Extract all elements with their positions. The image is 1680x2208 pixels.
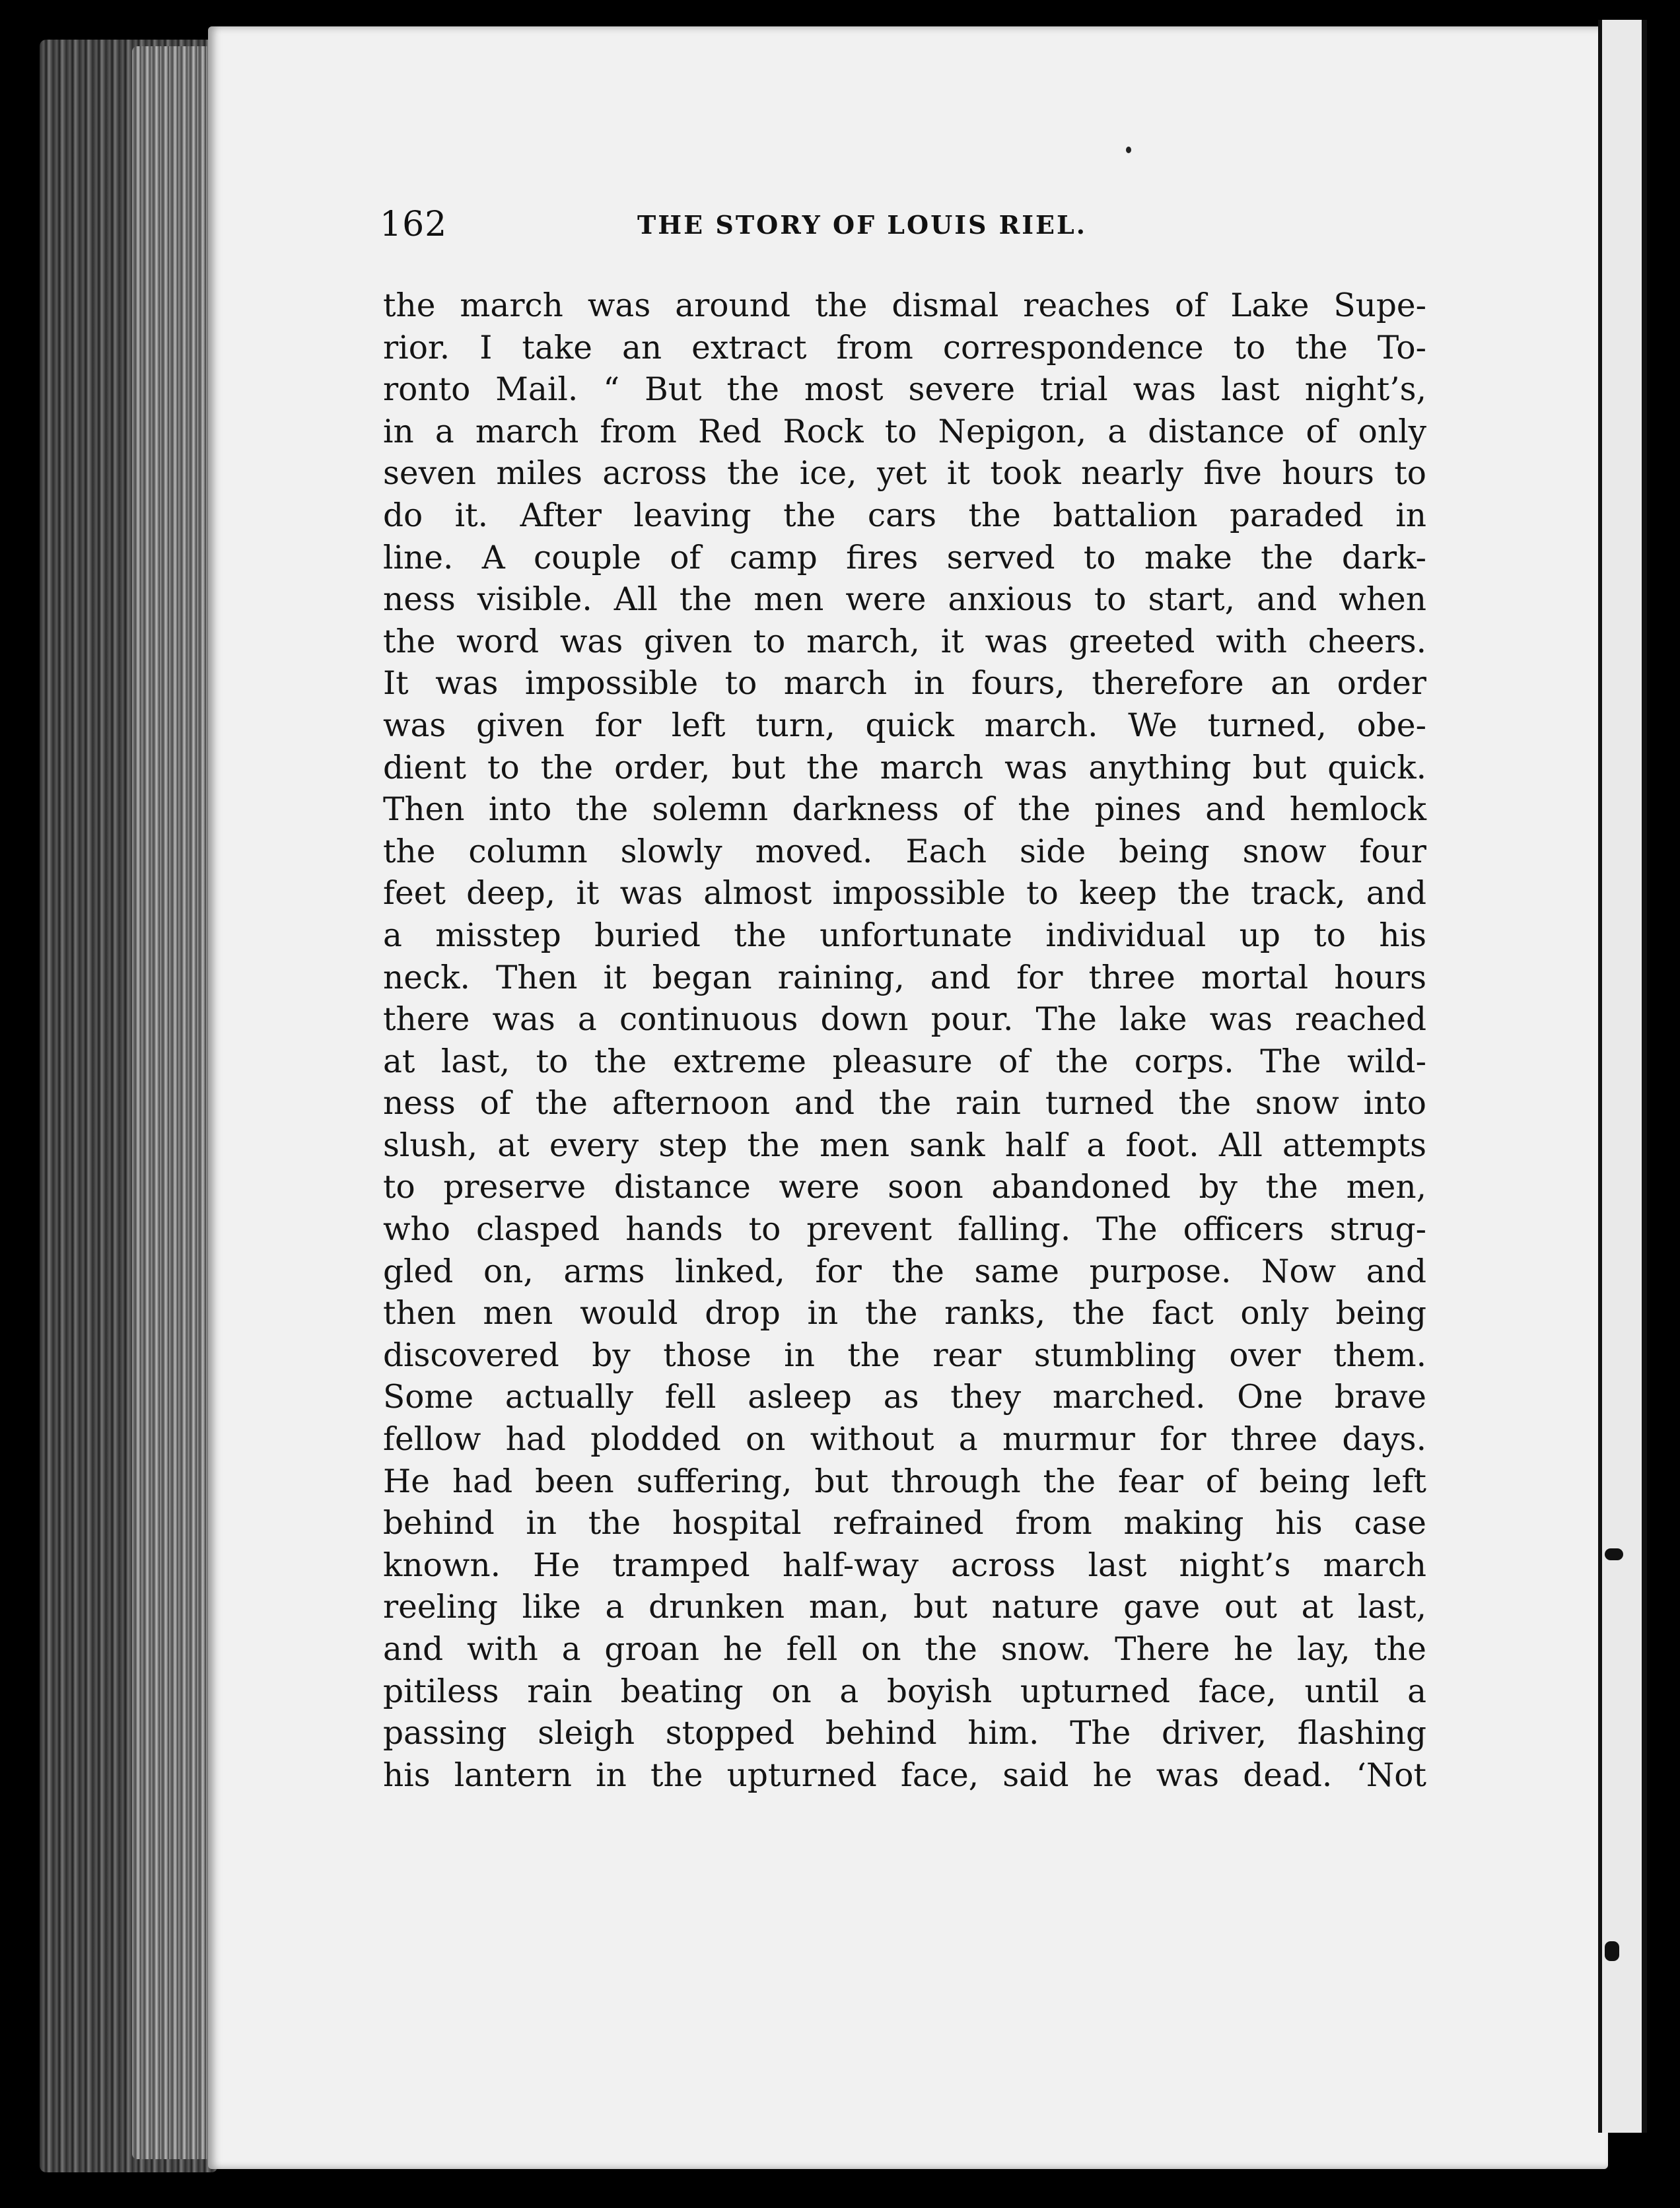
text-line: in a march from Red Rock to Nepigon, a distance of only	[383, 413, 1426, 450]
binding-mark	[1605, 1548, 1623, 1560]
text-line: It was impossible to march in fours, therefore an order	[383, 665, 1426, 703]
text-line: discovered by those in the rear stumbling over them.	[383, 1336, 1426, 1374]
text-line: gled on, arms linked, for the same purpose. Now and	[383, 1253, 1426, 1290]
text-line: fellow had plodded on without a murmur for three days.	[383, 1421, 1426, 1459]
running-header	[380, 205, 1509, 244]
binding-mark	[1605, 1941, 1619, 1961]
text-line: ness of the afternoon and the rain turned the snow into	[383, 1085, 1426, 1122]
text-line: ness visible. All the men were anxious to start, and when	[383, 581, 1426, 619]
text-line: known. He tramped half-way across last night’s march	[383, 1546, 1426, 1584]
text-line: then men would drop in the ranks, the fact only being	[383, 1295, 1426, 1332]
text-line: seven miles across the ice, yet it took nearly five hours to	[383, 455, 1426, 493]
text-line: do it. After leaving the cars the battalion paraded in	[383, 497, 1426, 534]
text-line: passing sleigh stopped behind him. The driver, flashing	[383, 1715, 1426, 1752]
text-line: rior. I take an extract from correspondence to the To-	[383, 329, 1426, 366]
text-line: the word was given to march, it was greeted with cheers.	[383, 623, 1426, 660]
book-page-stack	[132, 46, 211, 2159]
text-line: there was a continuous down pour. The lake was reached	[383, 1001, 1426, 1039]
text-line: a misstep buried the unfortunate individual up to his	[383, 916, 1426, 954]
body-text	[383, 285, 1426, 1797]
page-gutter-edge	[1598, 20, 1647, 2133]
text-line: ronto Mail. “ But the most severe trial was last night’s,	[383, 371, 1426, 409]
text-line: to preserve distance were soon abandoned by the men,	[383, 1169, 1426, 1206]
text-line: Some actually fell asleep as they marched. One brave	[383, 1379, 1426, 1416]
text-line: and with a groan he fell on the snow. There he lay, the	[383, 1631, 1426, 1668]
text-line: the column slowly moved. Each side being snow four	[383, 833, 1426, 870]
text-line: He had been suffering, but through the fear of being left	[383, 1463, 1426, 1500]
text-line: the march was around the dismal reaches of Lake Supe-	[383, 287, 1426, 324]
running-title: THE STORY OF LOUIS RIEL.	[637, 210, 1087, 240]
text-line: who clasped hands to prevent falling. The officers strug-	[383, 1211, 1426, 1249]
text-line: his lantern in the upturned face, said he was dead. ‘Not	[383, 1756, 1426, 1794]
text-line: Then into the solemn darkness of the pines and hemlock	[383, 791, 1426, 829]
text-line: reeling like a drunken man, but nature gave out at last,	[383, 1589, 1426, 1626]
text-line: dient to the order, but the march was anything but quick.	[383, 749, 1426, 786]
dust-speck	[1126, 147, 1131, 153]
text-line: pitiless rain beating on a boyish upturned face, until a	[383, 1673, 1426, 1710]
text-line: behind in the hospital refrained from making his case	[383, 1505, 1426, 1542]
page-number: 162	[380, 205, 448, 244]
text-line: line. A couple of camp fires served to make the dark-	[383, 539, 1426, 576]
text-line: neck. Then it began raining, and for three mortal hours	[383, 959, 1426, 996]
text-line: feet deep, it was almost impossible to keep the track, and	[383, 875, 1426, 913]
text-line: at last, to the extreme pleasure of the corps. The wild-	[383, 1043, 1426, 1080]
text-line: was given for left turn, quick march. We turned, obe-	[383, 707, 1426, 744]
text-line: slush, at every step the men sank half a foot. All attempts	[383, 1126, 1426, 1164]
